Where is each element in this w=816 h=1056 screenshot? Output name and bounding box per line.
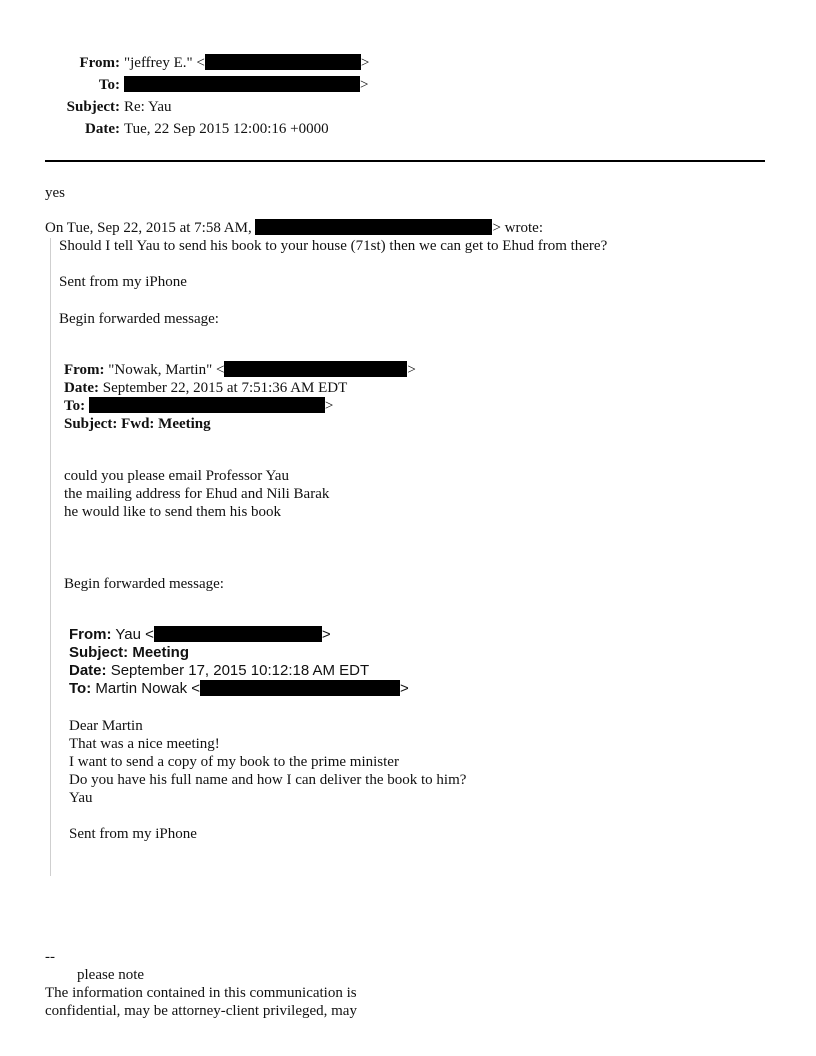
fwd1-date-label: Date: — [64, 380, 99, 396]
fwd1-from-label: From: — [64, 362, 105, 378]
from-label: From: — [79, 55, 120, 71]
quote-bar — [50, 238, 51, 876]
fwd2-sent-from: Sent from my iPhone — [69, 826, 197, 842]
fwd2-from-value: Yau < — [115, 626, 154, 643]
fwd1-from-close: > — [407, 362, 416, 378]
fwd2-date-value: September 17, 2015 10:12:18 AM EDT — [110, 662, 370, 679]
fwd1-to-close: > — [324, 398, 334, 414]
redaction-box — [205, 54, 361, 70]
date-value: Tue, 22 Sep 2015 12:00:16 +0000 — [124, 121, 329, 137]
fwd2-to-value: Martin Nowak < — [95, 680, 201, 697]
fwd2-body-line: That was a nice meeting! — [69, 736, 220, 752]
fwd1-body-line: the mailing address for Ehud and Nili Barak — [64, 486, 330, 502]
redaction-box — [255, 219, 492, 235]
fwd2-body-line: I want to send a copy of my book to the prime minister — [69, 754, 399, 770]
to-value — [124, 76, 368, 94]
fwd2-body-line: Dear Martin — [69, 718, 143, 734]
fwd2-date-label: Date: — [69, 662, 107, 679]
from-close-bracket: > — [360, 55, 370, 71]
signature-dashes: -- — [45, 949, 55, 965]
fwd1-to — [64, 397, 333, 415]
fwd1-date — [64, 379, 347, 397]
fwd2-from-close: > — [321, 626, 331, 643]
fwd2-body-line: Do you have his full name and how I can deliver the book to him? — [69, 772, 467, 788]
quoted-begin-forwarded: Begin forwarded message: — [59, 311, 219, 327]
fwd2-date — [69, 662, 369, 680]
subject-label: Subject: — [66, 99, 120, 115]
to-close-bracket: > — [360, 77, 369, 93]
signature-line: confidential, may be attorney-client privileged, may — [45, 1003, 357, 1019]
fwd2-to-close: > — [400, 680, 409, 697]
signature-line: The information contained in this communication is — [45, 985, 357, 1001]
fwd1-from-value: "Nowak, Martin" < — [108, 362, 225, 378]
header-divider — [45, 160, 765, 162]
redaction-box — [124, 76, 360, 92]
quoted-line: Should I tell Yau to send his book to your house (71st) then we can get to Ehud from there? — [59, 238, 608, 254]
fwd1-from — [64, 361, 416, 379]
redaction-box — [200, 680, 400, 696]
fwd2-from-label: From: — [69, 626, 112, 643]
fwd2-from — [69, 626, 331, 644]
fwd1-body-line: he would like to send them his book — [64, 504, 282, 520]
redaction-box — [89, 397, 325, 413]
signature-note: please note — [77, 967, 145, 983]
from-sender-name: "jeffrey E." < — [124, 55, 205, 71]
quote-intro-prefix: On Tue, Sep 22, 2015 at 7:58 AM, — [45, 220, 252, 236]
reply-text: yes — [45, 185, 65, 201]
redaction-box — [154, 626, 322, 642]
fwd1-subject: Subject: Fwd: Meeting — [64, 416, 211, 432]
fwd1-date-value: September 22, 2015 at 7:51:36 AM EDT — [102, 380, 348, 396]
subject-value: Re: Yau — [124, 99, 172, 115]
fwd2-body-line: Yau — [69, 790, 93, 806]
fwd1-begin-forwarded: Begin forwarded message: — [64, 576, 224, 592]
date-label: Date: — [85, 121, 120, 137]
to-label: To: — [98, 77, 120, 93]
from-value — [124, 54, 369, 72]
fwd1-to-label: To: — [64, 398, 86, 414]
fwd2-to-label: To: — [69, 680, 92, 697]
quote-intro-suffix: > wrote: — [492, 220, 543, 236]
fwd2-to — [69, 680, 409, 698]
quoted-sent-from: Sent from my iPhone — [59, 274, 187, 290]
fwd2-subject: Subject: Meeting — [69, 644, 190, 661]
fwd1-body-line: could you please email Professor Yau — [64, 468, 289, 484]
quote-intro — [45, 219, 543, 237]
redaction-box — [224, 361, 407, 377]
